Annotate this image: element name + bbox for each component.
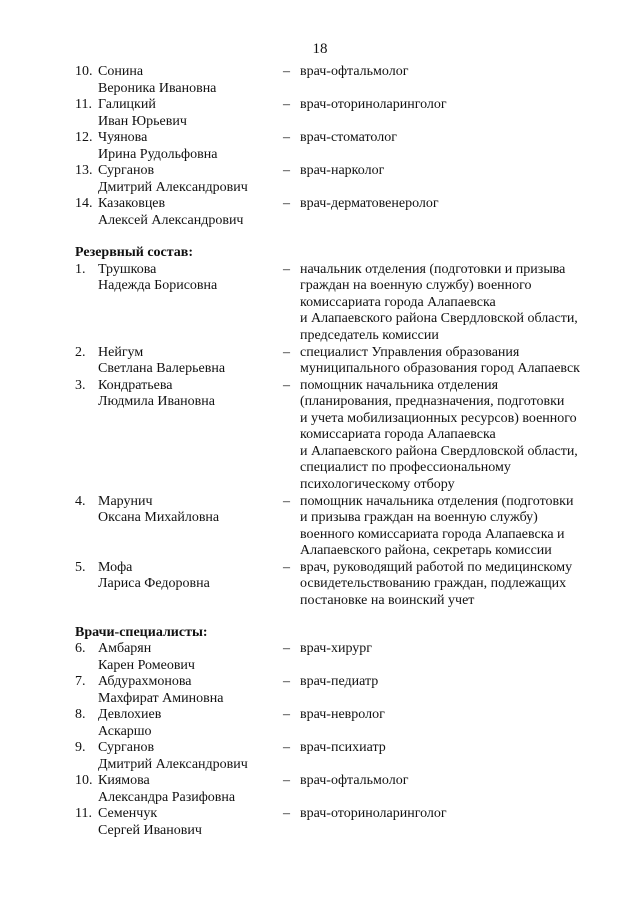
entry-number: 12. <box>75 130 93 145</box>
entry-number: 11. <box>75 97 92 112</box>
role: врач-педиатр <box>300 674 379 689</box>
entry-number: 8. <box>75 707 86 722</box>
role-line: и учета мобилизационных ресурсов) военного <box>300 410 577 426</box>
role-line: психологическому отбору <box>300 476 455 492</box>
given-names: Светлана Валерьевна <box>98 361 226 376</box>
page-number: 18 <box>312 41 328 57</box>
role-line: постановке на воинский учет <box>300 592 475 608</box>
document-body <box>75 64 615 839</box>
member-entry <box>75 64 615 97</box>
role-line: комиссариата города Алапаевска <box>300 294 496 310</box>
role: врач-офтальмолог <box>300 64 409 79</box>
role-line: муниципального образования город Алапаевск <box>300 361 580 376</box>
given-names: Махфират Аминовна <box>98 690 224 706</box>
dash: – <box>283 261 290 277</box>
role: врач-хирург <box>300 641 373 656</box>
member-entry <box>75 163 615 196</box>
dash: – <box>283 740 290 755</box>
role-line: освидетельствованию граждан, подлежащих <box>300 576 567 591</box>
entry-number: 13. <box>75 163 93 178</box>
role: врач-оториноларинголог <box>300 806 447 821</box>
dash: – <box>283 674 290 689</box>
surname: Сурганов <box>98 740 155 755</box>
member-entry <box>75 130 615 163</box>
entry-number: 14. <box>75 196 93 211</box>
given-names: Оксана Михайловна <box>98 510 220 525</box>
dash: – <box>283 130 290 145</box>
given-names: Дмитрий Александрович <box>98 756 248 772</box>
role-line: и Алапаевского района Свердловской области, <box>300 311 578 326</box>
role-line: специалист по профессиональному <box>300 460 511 475</box>
member-entry <box>75 560 615 610</box>
entry-number: 10. <box>75 773 93 788</box>
member-entry <box>75 740 615 773</box>
surname: Марунич <box>98 493 153 509</box>
given-names: Надежда Борисовна <box>98 278 218 293</box>
member-entry <box>75 345 615 378</box>
dash: – <box>283 163 290 178</box>
dash: – <box>283 806 290 821</box>
role-line: и призыва граждан на военную службу) <box>300 510 538 525</box>
role-line: и Алапаевского района Свердловской области, <box>300 443 578 459</box>
surname: Казаковцев <box>98 196 166 211</box>
dash: – <box>283 493 290 509</box>
surname: Чуянова <box>98 130 148 145</box>
surname: Нейгум <box>98 344 144 360</box>
role-line: (планирования, предназначения, подготовки <box>300 394 565 409</box>
entry-number: 9. <box>75 740 86 755</box>
role-line: врач, руководящий работой по медицинскому <box>300 559 573 575</box>
role: врач-офтальмолог <box>300 773 409 788</box>
surname: Абдурахмонова <box>98 674 192 689</box>
role-line: военного комиссариата города Алапаевска и <box>300 526 565 542</box>
role-line: специалист Управления образования <box>300 344 520 360</box>
member-entry <box>75 806 615 839</box>
entry-number: 2. <box>75 344 86 360</box>
entry-number: 5. <box>75 559 86 575</box>
entry-number: 3. <box>75 377 86 393</box>
role: врач-психиатр <box>300 740 386 755</box>
section-heading-reserve: Резервный состав: <box>75 245 194 260</box>
role: врач-нарколог <box>300 163 385 178</box>
surname: Киямова <box>98 773 150 788</box>
given-names: Дмитрий Александрович <box>98 179 248 195</box>
given-names: Алексей Александрович <box>98 212 244 228</box>
given-names: Вероника Ивановна <box>98 80 217 96</box>
role-line: помощник начальника отделения (подготовки <box>300 493 574 509</box>
role-line: председатель комиссии <box>300 327 439 343</box>
given-names: Лариса Федоровна <box>98 576 210 591</box>
surname: Сурганов <box>98 163 155 178</box>
dash: – <box>283 377 290 393</box>
surname: Семенчук <box>98 806 158 821</box>
dash: – <box>283 344 290 360</box>
entry-number: 11. <box>75 806 92 821</box>
dash: – <box>283 641 290 656</box>
section-heading-doctors: Врачи-специалисты: <box>75 624 208 640</box>
member-entry <box>75 378 615 494</box>
surname: Мофа <box>98 559 133 575</box>
given-names: Иван Юрьевич <box>98 113 187 129</box>
given-names: Александра Разифовна <box>98 789 236 805</box>
dash: – <box>283 64 290 79</box>
dash: – <box>283 559 290 575</box>
member-entry <box>75 494 615 560</box>
role: врач-стоматолог <box>300 130 397 145</box>
given-names: Людмила Ивановна <box>98 394 215 409</box>
role-line: граждан на военную службу) военного <box>300 278 532 293</box>
surname: Кондратьева <box>98 377 173 393</box>
given-names: Карен Ромеович <box>98 657 195 673</box>
role-line: начальник отделения (подготовки и призыва <box>300 261 566 277</box>
given-names: Ирина Рудольфовна <box>98 146 218 162</box>
member-entry <box>75 773 615 806</box>
role-line: комиссариата города Алапаевска <box>300 427 496 442</box>
member-entry <box>75 262 615 345</box>
member-entry <box>75 641 615 674</box>
member-entry <box>75 674 615 707</box>
entry-number: 7. <box>75 674 86 689</box>
role-line: помощник начальника отделения <box>300 377 499 393</box>
surname: Сонина <box>98 64 144 79</box>
member-entry <box>75 196 615 229</box>
given-names: Сергей Иванович <box>98 822 202 838</box>
entry-number: 1. <box>75 261 86 277</box>
given-names: Аскаршо <box>98 723 152 739</box>
surname: Девлохиев <box>98 707 162 722</box>
entry-number: 10. <box>75 64 93 79</box>
entry-number: 4. <box>75 493 86 509</box>
entry-number: 6. <box>75 641 86 656</box>
dash: – <box>283 97 290 112</box>
surname: Трушкова <box>98 261 157 277</box>
dash: – <box>283 707 290 722</box>
dash: – <box>283 196 290 211</box>
dash: – <box>283 773 290 788</box>
role: врач-дерматовенеролог <box>300 196 439 211</box>
surname: Амбарян <box>98 641 152 656</box>
surname: Галицкий <box>98 97 156 112</box>
member-entry <box>75 707 615 740</box>
role-line: Алапаевского района, секретарь комиссии <box>300 543 552 558</box>
member-entry <box>75 97 615 130</box>
role: врач-оториноларинголог <box>300 97 447 112</box>
role: врач-невролог <box>300 707 385 722</box>
